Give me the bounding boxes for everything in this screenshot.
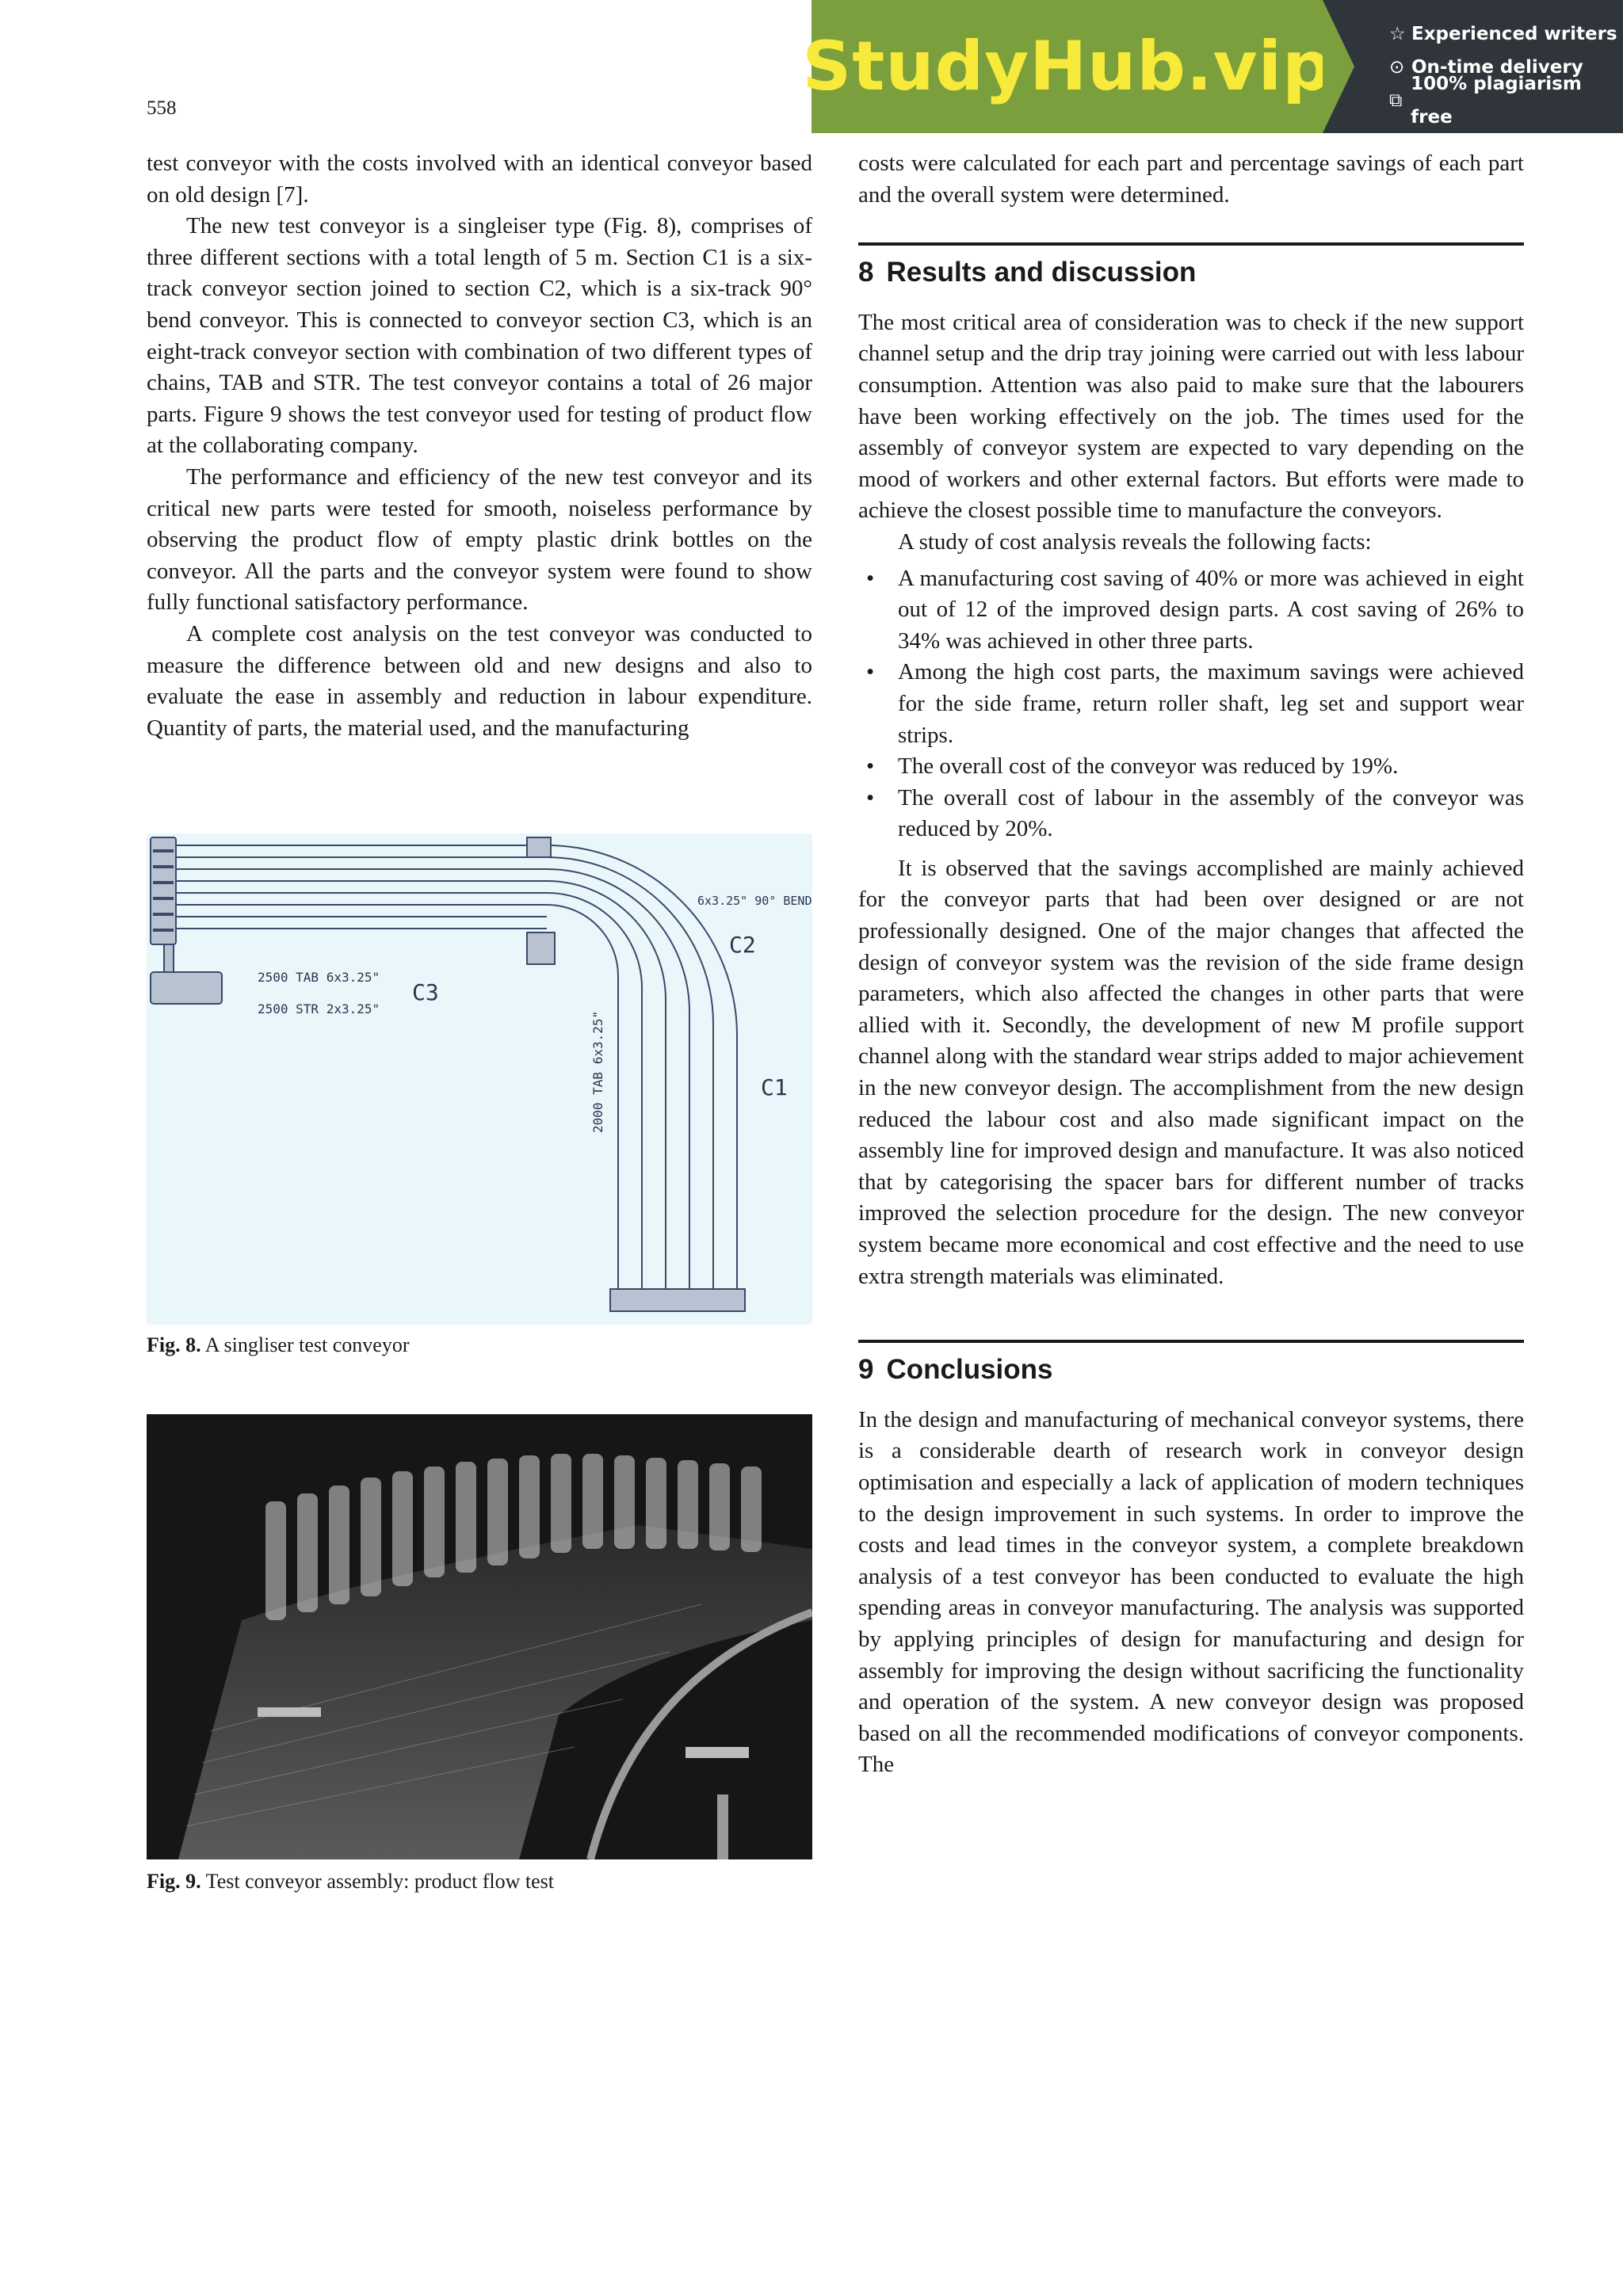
figure-9-caption [147,1870,554,1894]
c2-label: C2 [729,932,756,958]
figure-label: Fig. 9. [147,1870,201,1893]
right-column [858,148,1524,1781]
bend-label: 6x3.25" 90° BEND [697,894,812,908]
list-item: • The overall cost of labour in the assembly of the conveyor was reduced by 20%. [858,783,1524,845]
paragraph: A complete cost analysis on the test conveyor was conducted to measure the difference between old and new designs and also to evaluate the ease in assembly and reduction in labour expenditure. Quantity of parts, the material used, and the manufacturing [147,620,812,741]
section-title: Results and discussion [886,257,1197,288]
figure-8-caption [147,1333,409,1357]
clock-icon: ⊙ [1389,57,1405,78]
paragraph: The performance and efficiency of the new test conveyor and its critical new parts were tested for smooth, noiseless performance by observing the product flow of empty plastic drink bottles on the conveyor. All the parts and the conveyor system were found to show fully functional satisfactory performance. [147,463,812,616]
section-heading [858,257,1524,288]
copy-check-icon: ⧉ [1389,90,1403,111]
studyhub-banner[interactable] [802,0,1623,133]
star-icon: ☆ [1389,24,1406,44]
c1-tab-label: 2000 TAB 6x3.25" [590,1010,605,1133]
paragraph: The new test conveyor is a singleiser type (Fig. 8), comprises of three different sections with a total length of 5 m. Section C1 is a six-track conveyor section joined to section C2, which is a six-track 90° bend conveyor. This is connected to conveyor section C3, which is an eight-track conveyor section with combination of two different types of chains, TAB and STR. The test conveyor contains a total of 26 major parts. Figure 9 shows the test conveyor used for testing of product flow at the collaborating company. [147,213,812,459]
left-column [147,148,812,744]
paragraph: The most critical area of consideration was to check if the new support channel setup and the drip tray joining were carried out with less labour consumption. Attention was also paid to make sure that the labourers have been working effectively on the job. The times used for the assembly of conveyor system are expected to vary depending on the mood of workers and other external factors. But efforts were made to achieve the closest possible time to manufacture the conveyors. [858,309,1524,524]
c3-label: C3 [412,979,439,1005]
feature-item [1389,74,1623,128]
feature-item [1389,17,1623,51]
page-number: 558 [147,97,177,119]
feature-list [1323,0,1623,133]
figure-label: Fig. 8. [147,1333,201,1356]
section-number: 9 [858,1354,874,1386]
c1-label: C1 [761,1074,788,1100]
brand-area[interactable] [802,0,1332,133]
paragraph: costs were calculated for each part and percentage savings of each part and the overall system were determined. [858,151,1524,208]
paragraph: In the design and manufacturing of mechanical conveyor systems, there is a considerable dearth of research work in conveyor design optimisation and especially a lack of application of modern techniques to the design improvement in such systems. In order to improve the costs and lead times in the conveyor system, a complete breakdown analysis of a test conveyor has been conducted to evaluate the high spending areas in conveyor manufacturing. The analysis was supported by applying principles of design for manufacturing and design for assembly for improving the design without sacrificing the functionality and operation of the system. A new conveyor design was proposed based on all the recommended modifications of conveyor components. The [858,1406,1524,1778]
c3-tab-label: 2500 TAB 6x3.25" [258,970,380,985]
section-rule [858,242,1524,246]
c3-str-label: 2500 STR 2x3.25" [258,1001,380,1016]
feature-label: On-time delivery [1411,57,1583,78]
figure-caption-text: A singliser test conveyor [204,1333,410,1356]
paragraph: It is observed that the savings accomplished are mainly achieved for the conveyor parts that had been over designed or are not professionally designed. One of the major changes that affected the design of conveyor system was the revision of the side frame design parameters, which also affected the changes in other parts that were allied with it. Secondly, the development of new M profile support channel along with the standard wear strips added to major achievement in the new conveyor design. The accomplishment from the new design reduced the labour cost and also made significant impact on the assembly line for improved design and manufacture. It was also noticed that by categorising the spacer bars for different number of tracks improved the selection procedure for the design. The new conveyor system became more economical and cost effective and the need to use extra strength materials was eliminated. [858,855,1524,1289]
section-title: Conclusions [886,1354,1053,1386]
figure-9-photo [147,1414,812,1859]
section-rule [858,1340,1524,1343]
list-item: • The overall cost of the conveyor was reduced by 19%. [858,751,1524,783]
feature-label: 100% plagiarism free [1411,74,1582,128]
bullet-list [858,563,1524,845]
brand-logo[interactable]: StudyHub.vip [802,27,1332,106]
feature-label: Experienced writers [1411,24,1617,44]
figure-caption-text: Test conveyor assembly: product flow test [205,1870,554,1893]
list-item: • Among the high cost parts, the maximum savings were achieved for the side frame, return roller shaft, leg set and support wear strips. [858,657,1524,751]
list-item: • A manufacturing cost saving of 40% or more was achieved in eight out of 12 of the improved design parts. A cost saving of 26% to 34% was achieved in other three parts. [858,563,1524,658]
section-number: 8 [858,257,874,288]
paragraph: A study of cost analysis reveals the following facts: [898,528,1372,555]
figure-8-conveyor-drawing [147,833,812,1325]
section-heading [858,1354,1524,1386]
paragraph: test conveyor with the costs involved with an identical conveyor based on old design [7]. [147,151,812,208]
